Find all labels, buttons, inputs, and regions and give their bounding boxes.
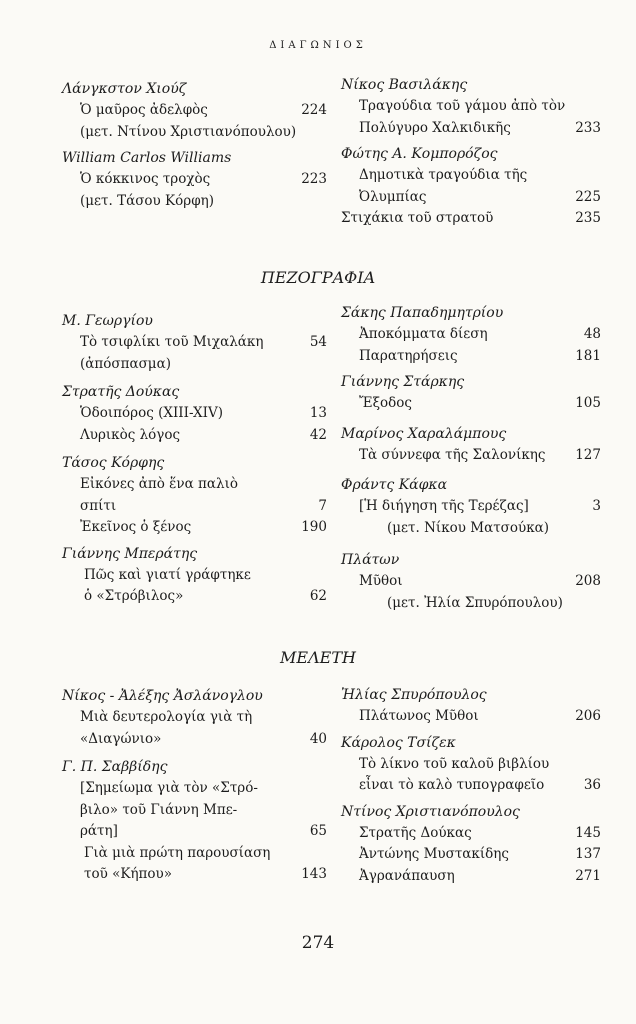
page-ref: 127 bbox=[575, 446, 601, 463]
page-ref: 7 bbox=[318, 497, 327, 514]
toc-entry: Πλάτωνος Μῦθοι 206 bbox=[341, 706, 601, 728]
page-ref: 223 bbox=[301, 171, 327, 187]
page-ref: 65 bbox=[309, 823, 327, 839]
page-number: 274 bbox=[301, 933, 335, 953]
author-name: Μαρίνος Χαραλάμπους bbox=[341, 425, 507, 442]
toc-entry: Ἐκεῖνος ὁ ξένος 190 bbox=[62, 517, 327, 539]
prose-right-column bbox=[341, 302, 601, 614]
toc-entry: Πολύγυρο Χαλκιδικῆς 233 bbox=[341, 118, 601, 140]
running-header: ΔΙΑΓΩΝΙΟΣ bbox=[269, 40, 367, 51]
author-name: Ντίνος Χριστιανόπουλος bbox=[341, 803, 520, 820]
author-name: Φώτης Α. Κομπορόζος bbox=[341, 146, 498, 162]
page-ref: 208 bbox=[575, 573, 601, 589]
author-name: Στρατῆς Δούκας bbox=[62, 384, 180, 400]
toc-entry: Εἰκόνες ἀπὸ ἕνα παλιὸ bbox=[80, 476, 238, 492]
toc-entry: Ὁ κόκκινος τροχὸς 223 bbox=[62, 169, 327, 191]
toc-entry: Τὰ σύννεφα τῆς Σαλονίκης 127 bbox=[341, 445, 601, 467]
toc-entry: (μετ. Ἠλία Σπυρόπουλου) bbox=[387, 594, 563, 611]
toc-entry: ράτη] 65 bbox=[62, 821, 327, 843]
author-name: Σάκης Παπαδημητρίου bbox=[341, 305, 504, 321]
toc-entry: Γιὰ μιὰ πρώτη παρουσίαση bbox=[84, 844, 271, 861]
author-name: Ἠλίας Σπυρόπουλος bbox=[341, 687, 487, 703]
section-title-study: ΜΕΛΕΤΗ bbox=[280, 648, 356, 667]
page-ref: 181 bbox=[575, 347, 601, 364]
author-name: Νίκος Βασιλάκης bbox=[341, 77, 468, 93]
page-ref: 3 bbox=[592, 498, 601, 514]
toc-entry: Μῦθοι 208 bbox=[341, 571, 601, 593]
toc-entry: Παρατηρήσεις 181 bbox=[341, 346, 601, 368]
author-name: Φράντς Κάφκα bbox=[341, 477, 448, 493]
page-ref: 137 bbox=[575, 846, 601, 862]
study-right-column bbox=[341, 684, 601, 887]
toc-entry: (μετ. Νίκου Ματσούκα) bbox=[387, 519, 550, 536]
toc-entry: Τὸ λίκνο τοῦ καλοῦ βιβλίου bbox=[359, 755, 550, 772]
toc-entry: Λυρικὸς λόγος 42 bbox=[62, 425, 327, 447]
page-ref: 54 bbox=[309, 334, 327, 350]
toc-entry: Ἀποκόμματα δίεση 48 bbox=[341, 324, 601, 346]
toc-entry: (ἀπόσπασμα) bbox=[80, 355, 171, 372]
toc-entry: Ἀντώνης Μυστακίδης 137 bbox=[341, 844, 601, 866]
toc-entry: Τὸ τσιφλίκι τοῦ Μιχαλάκη 54 bbox=[62, 332, 327, 354]
toc-entry: Μιὰ δευτερολογία γιὰ τὴ bbox=[80, 709, 253, 725]
page-ref: 233 bbox=[575, 119, 601, 136]
page-ref: 224 bbox=[301, 102, 327, 118]
poetry-right-column bbox=[341, 74, 601, 230]
toc-entry: Ὁ μαῦρος ἀδελφὸς 224 bbox=[62, 100, 327, 122]
toc-entry: Δημοτικὰ τραγούδια τῆς bbox=[359, 167, 528, 183]
toc-entry: ὁ «Στρόβιλος» 62 bbox=[62, 586, 327, 608]
prose-left-column bbox=[62, 310, 327, 608]
page-ref: 225 bbox=[575, 188, 601, 205]
study-left-column bbox=[62, 685, 327, 886]
author-name: Πλάτων bbox=[341, 552, 400, 568]
author-name: Κάρολος Τσίζεκ bbox=[341, 734, 456, 751]
section-title-prose: ΠΕΖΟΓΡΑΦΙΑ bbox=[260, 268, 376, 287]
toc-entry: Ἔξοδος 105 bbox=[341, 393, 601, 415]
toc-entry: [Ἡ διήγηση τῆς Τερέζας] 3 bbox=[341, 496, 601, 518]
page-ref: 48 bbox=[583, 326, 601, 342]
author-name: Γιάννης Μπεράτης bbox=[62, 545, 198, 562]
author-name: Λάνγκστον Χιούζ bbox=[62, 81, 187, 97]
author-name: Γιάννης Στάρκης bbox=[341, 374, 465, 390]
toc-entry: εἶναι τὸ καλὸ τυπογραφεῖο 36 bbox=[341, 775, 601, 797]
page-ref: 145 bbox=[575, 824, 601, 841]
toc-entry: Τραγούδια τοῦ γάμου ἀπὸ τὸν bbox=[359, 98, 566, 114]
toc-entry: «Διαγώνιο» 40 bbox=[62, 729, 327, 751]
page-ref: 105 bbox=[575, 395, 601, 411]
page-ref: 62 bbox=[309, 588, 327, 604]
author-name: Νίκος - Ἀλέξης Ἀσλάνογλου bbox=[62, 688, 263, 704]
toc-entry: Στιχάκια τοῦ στρατοῦ 235 bbox=[341, 208, 601, 230]
toc-entry: Πῶς καὶ γιατί γράφτηκε bbox=[84, 566, 251, 583]
page-ref: 13 bbox=[309, 405, 327, 421]
toc-entry: (μετ. Ντίνου Χριστιανόπουλου) bbox=[80, 123, 297, 140]
author-name: Γ. Π. Σαββίδης bbox=[62, 759, 168, 775]
page-ref: 190 bbox=[301, 519, 327, 535]
page-ref: 36 bbox=[583, 777, 601, 793]
toc-entry: τοῦ «Κήπου» 143 bbox=[62, 864, 327, 886]
toc-entry: (μετ. Τάσου Κόρφη) bbox=[80, 192, 215, 209]
toc-entry: Στρατῆς Δούκας 145 bbox=[341, 823, 601, 845]
page-ref: 206 bbox=[575, 708, 601, 724]
page-ref: 235 bbox=[575, 210, 601, 226]
author-name: Μ. Γεωργίου bbox=[62, 313, 153, 329]
toc-entry: Ὁδοιπόρος (XIII-XIV) 13 bbox=[62, 403, 327, 425]
page-ref: 143 bbox=[301, 866, 327, 882]
toc-entry: Ἀγρανάπαυση 271 bbox=[341, 866, 601, 888]
poetry-left-column bbox=[62, 78, 327, 212]
toc-entry: [Σημείωμα γιὰ τὸν «Στρό- bbox=[80, 780, 258, 796]
toc-entry: σπίτι 7 bbox=[62, 496, 327, 518]
author-name: Τάσος Κόρφης bbox=[62, 455, 165, 471]
author-name: William Carlos Williams bbox=[62, 150, 232, 166]
toc-entry: Ὀλυμπίας 225 bbox=[341, 187, 601, 209]
page-ref: 42 bbox=[309, 426, 327, 443]
page-ref: 271 bbox=[575, 867, 601, 884]
toc-entry: βιλο» τοῦ Γιάννη Μπε- bbox=[80, 801, 238, 818]
page-ref: 40 bbox=[309, 730, 327, 747]
